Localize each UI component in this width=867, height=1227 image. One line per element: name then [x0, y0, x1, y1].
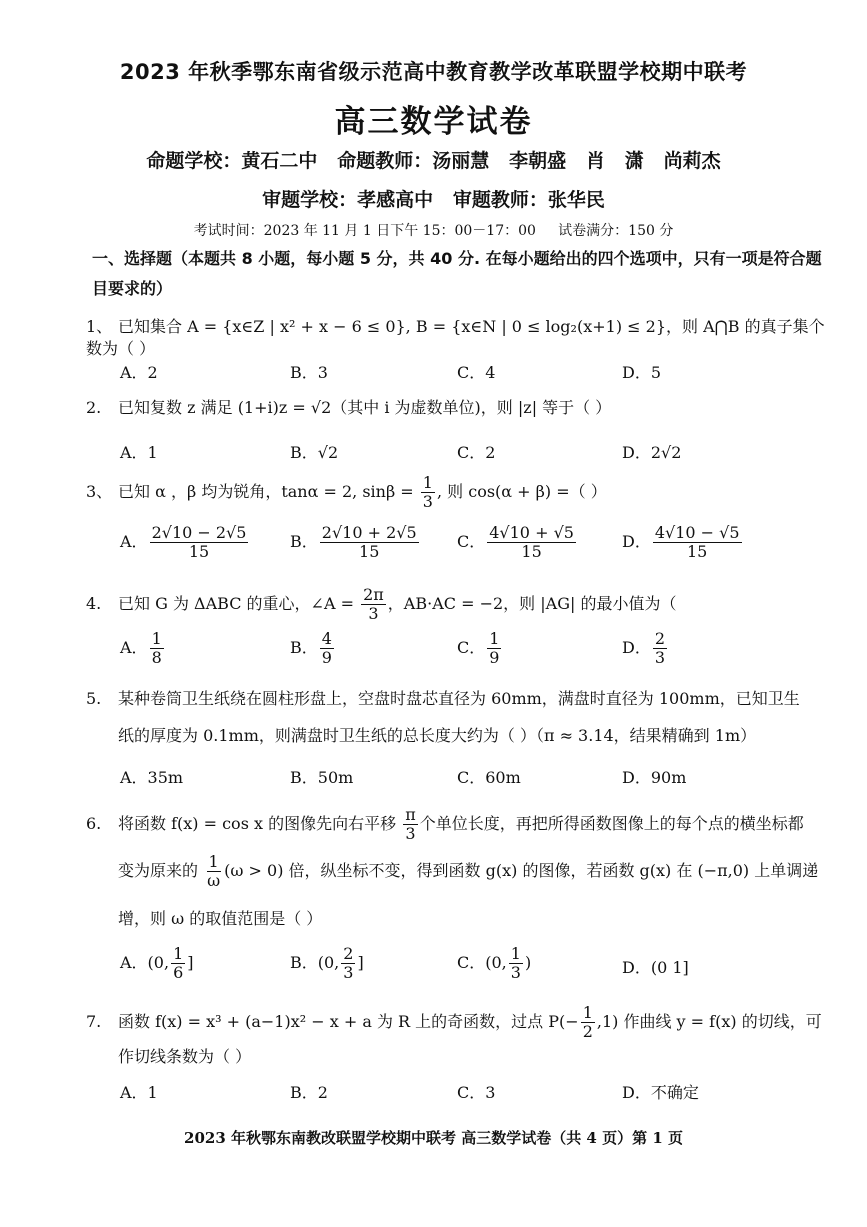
option-d: D．90m [622, 768, 687, 787]
option-c [457, 630, 503, 667]
fraction-numerator: 1 [510, 944, 521, 963]
question-text-line3: 增，则 ω 的取值范围是（ ） [118, 909, 323, 928]
fraction-numerator: 2 [343, 944, 354, 963]
option-b [290, 630, 336, 667]
option-label: A．(0, [120, 953, 170, 972]
option-label: A． [120, 532, 148, 551]
fraction-denominator: 3 [368, 604, 379, 623]
fraction-numerator: 4√10 + √5 [489, 523, 574, 542]
option-c: C．3 [457, 1083, 496, 1102]
question-7-options [120, 1080, 760, 1106]
fraction-denominator: 15 [687, 542, 708, 561]
question-2-options [120, 440, 760, 466]
exam-title: 2023 年秋季鄂东南省级示范高中教育教学改革联盟学校期中联考 [119, 60, 748, 84]
question-text: 已知集合 A = {x∈Z | x² + x − 6 ≤ 0}, B = {x∈N | 0 ≤ log₂(x+1) ≤ 2}，则 A⋂B 的真子集个数为（ ） [86, 317, 825, 358]
option-close: ] [357, 953, 364, 972]
question-3 [86, 474, 826, 511]
question-number: 1、 [86, 317, 113, 336]
option-c [457, 524, 578, 561]
fraction-denominator: 9 [321, 648, 332, 667]
question-5 [86, 688, 826, 710]
question-text: 已知复数 z 满足 (1+i)z = √2（其中 i 为虚数单位)，则 |z| 等于（ ） [118, 398, 612, 417]
option-a [120, 630, 166, 667]
fraction-numerator: 1 [208, 852, 219, 871]
fraction-numerator: 4√10 − √5 [654, 523, 740, 542]
option-d [622, 524, 744, 561]
question-number: 5. [86, 689, 102, 708]
question-2 [86, 397, 826, 419]
section-heading: 一、选择题（本题共 8 小题，每小题 5 分，共 40 分. 在每小题给出的四个选项中，只有一项是符合题目要求的） [92, 249, 822, 298]
fraction-denominator: 15 [521, 542, 542, 561]
question-text-pre: 将函数 f(x) = cos x 的图像先向右平移 [118, 814, 397, 833]
fraction [361, 586, 386, 623]
fraction-numerator: 1 [151, 629, 162, 648]
fraction-numerator: 1 [582, 1003, 593, 1022]
option-b: B．√2 [290, 443, 339, 462]
option-label: D．(0 1] [622, 958, 689, 977]
option-a [120, 945, 194, 982]
fraction-denominator: 8 [151, 648, 162, 667]
question-number: 7. [86, 1012, 102, 1031]
question-text-post: ,1) 作曲线 y = f(x) 的切线，可 [596, 1012, 822, 1031]
fraction [487, 524, 576, 561]
fraction-numerator: 1 [489, 629, 500, 648]
fraction-denominator: 3 [343, 963, 354, 982]
fraction [341, 945, 355, 982]
option-c [457, 945, 531, 982]
fraction-denominator: 3 [510, 963, 521, 982]
question-6 [86, 806, 826, 843]
option-c: C．60m [457, 768, 521, 787]
option-a: A．1 [120, 443, 158, 462]
option-close: ] [187, 953, 194, 972]
question-number: 6. [86, 814, 102, 833]
option-d: D．不确定 [622, 1083, 699, 1102]
question-text-post: 个单位长度，再把所得函数图像上的每个点的横坐标都 [419, 814, 804, 833]
fraction [403, 806, 418, 843]
option-label: B． [290, 638, 318, 657]
fraction-numerator: 2√10 − 2√5 [151, 523, 247, 542]
fraction [150, 524, 249, 561]
fraction-denominator: 3 [405, 824, 416, 843]
exam-info: 考试时间：2023 年 11 月 1 日下午 15：00－17：00 试卷满分：150 分 [193, 223, 674, 239]
fraction [487, 630, 501, 667]
question-number: 4. [86, 594, 102, 613]
question-text-pre: 变为原来的 [118, 861, 199, 880]
reviewer-line: 审题学校：孝感高中 审题教师：张华民 [262, 189, 605, 211]
question-1 [86, 316, 826, 360]
question-text-post: , 则 cos(α + β) =（ ） [436, 482, 607, 501]
question-text-pre: 已知 G 为 ΔABC 的重心，∠A = [118, 594, 354, 613]
fraction-denominator: 9 [489, 648, 500, 667]
option-b: B．3 [290, 363, 328, 382]
fraction-numerator: π [405, 805, 416, 824]
option-a [120, 524, 250, 561]
option-b [290, 945, 364, 982]
fraction [171, 945, 185, 982]
author-line: 命题学校：黄石二中 命题教师：汤丽慧 李朝盛 肖 潇 尚莉杰 [146, 150, 721, 172]
option-close: ) [524, 953, 532, 972]
fraction-numerator: 4 [321, 629, 332, 648]
option-a: A．1 [120, 1083, 158, 1102]
option-label: A． [120, 638, 148, 657]
question-text-pre: 函数 f(x) = x³ + (a−1)x² − x + a 为 R 上的奇函数，过点 P(− [118, 1012, 579, 1031]
fraction [653, 630, 667, 667]
question-number: 2. [86, 398, 102, 417]
option-label: D． [622, 638, 651, 657]
question-6-options [120, 945, 760, 989]
option-b [290, 524, 421, 561]
question-7 [86, 1004, 826, 1041]
option-d: D．5 [622, 363, 662, 382]
fraction-denominator: ω [207, 871, 221, 890]
fraction-denominator: 6 [173, 963, 184, 982]
question-6-line3 [118, 908, 828, 930]
option-d [622, 630, 669, 667]
option-label: D． [622, 532, 651, 551]
option-a: A．2 [120, 363, 158, 382]
fraction [320, 524, 419, 561]
question-4 [86, 586, 826, 623]
fraction-denominator: 15 [359, 542, 380, 561]
fraction-denominator: 2 [582, 1022, 593, 1041]
option-label: C． [457, 532, 486, 551]
option-b: B．2 [290, 1083, 328, 1102]
option-b: B．50m [290, 768, 354, 787]
fraction [581, 1004, 595, 1041]
question-text-pre: 已知 α ，β 均为锐角，tanα = 2, sinβ = [118, 482, 414, 501]
question-text-line1: 某种卷筒卫生纸绕在圆柱形盘上，空盘时盘芯直径为 60mm，满盘时直径为 100mm，已知卫生 [118, 689, 800, 708]
fraction [320, 630, 334, 667]
option-d: D．2√2 [622, 443, 682, 462]
option-c: C．2 [457, 443, 496, 462]
option-c: C．4 [457, 363, 496, 382]
fraction-numerator: 2√10 + 2√5 [321, 523, 417, 542]
fraction-denominator: 3 [422, 492, 433, 511]
option-label: C． [457, 638, 486, 657]
question-4-options [120, 630, 760, 674]
fraction-numerator: 2π [363, 585, 384, 604]
fraction-numerator: 1 [422, 473, 433, 492]
question-7-line2 [118, 1046, 828, 1068]
question-3-options [120, 524, 760, 568]
question-text-post: ，AB·AC = −2，则 |AG| 的最小值为（ [387, 594, 677, 613]
question-text-line2: 作切线条数为（ ） [118, 1047, 252, 1066]
question-1-options [120, 360, 760, 386]
question-number: 3、 [86, 482, 113, 501]
exam-subtitle: 高三数学试卷 [334, 104, 533, 140]
fraction [653, 524, 742, 561]
fraction-denominator: 3 [654, 648, 666, 667]
option-label: B． [290, 532, 318, 551]
question-text-post: (ω > 0) 倍，纵坐标不变，得到函数 g(x) 的图像，若函数 g(x) 在 (−π,0) 上单调递 [224, 861, 819, 880]
question-text-line2: 纸的厚度为 0.1mm，则满盘时卫生纸的总长度大约为（ ）（π ≈ 3.14，结果精确到 1m） [118, 726, 757, 745]
fraction-denominator: 15 [188, 542, 210, 561]
option-d [622, 955, 689, 978]
option-label: C．(0, [457, 953, 507, 972]
option-label: B．(0, [290, 953, 340, 972]
option-a: A．35m [120, 768, 184, 787]
question-5-options [120, 765, 760, 791]
fraction [421, 474, 435, 511]
fraction [509, 945, 523, 982]
fraction-numerator: 1 [173, 944, 184, 963]
fraction-numerator: 2 [654, 629, 666, 648]
question-5-line2 [118, 725, 828, 747]
fraction [205, 853, 222, 890]
page-footer: 2023 年秋鄂东南教改联盟学校期中联考 高三数学试卷（共 4 页）第 1 页 [184, 1129, 683, 1147]
fraction [150, 630, 164, 667]
question-6-line2 [118, 853, 828, 890]
